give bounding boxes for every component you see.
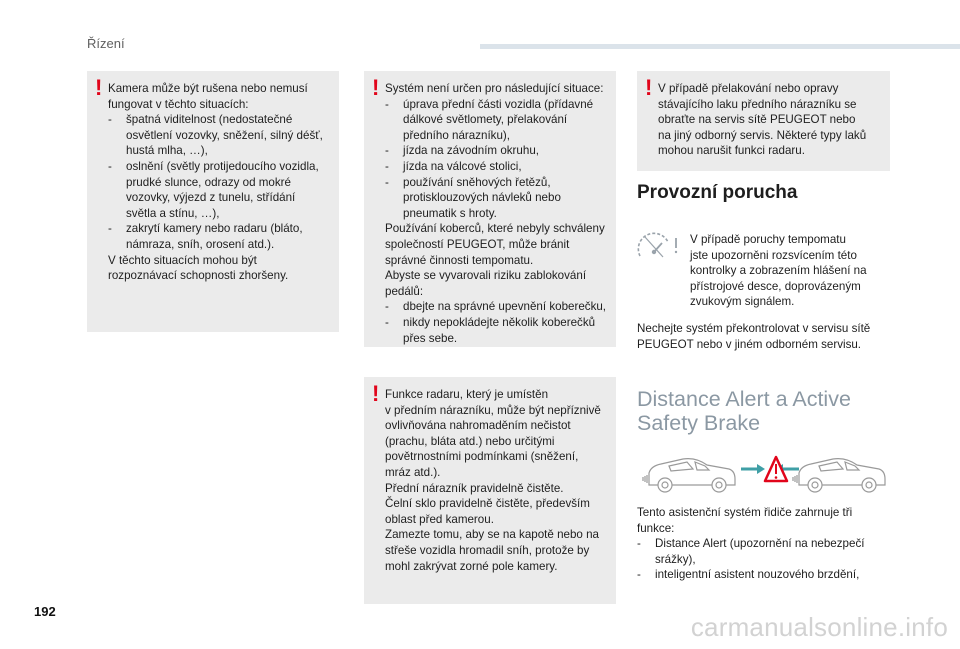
box-text-line: Systém není určen pro následující situace:	[385, 82, 604, 95]
watermark: carmanualsonline.info	[690, 612, 948, 642]
box-text-line: V těchto situacích mohou být	[108, 253, 257, 267]
fault-heading: Provozní porucha	[637, 182, 798, 203]
list-item: - úprava přední části vozidla (přídavné dálkové světlomety, přelakování předního nárazníku),	[385, 97, 594, 142]
box-text-line: Zamezte tomu, aby se na kapotě nebo na	[385, 528, 599, 542]
system-limits-warning-box	[364, 71, 616, 347]
repaint-warning-box	[637, 71, 890, 171]
warning-exclamation-icon: !	[372, 381, 380, 406]
header-bar	[480, 44, 960, 49]
box-text-line: mohl zakrývat zorné pole kamery.	[385, 559, 558, 573]
box-text-line: Čelní sklo pravidelně čistěte, především	[385, 497, 590, 511]
box-text-line: oblast před kamerou.	[385, 512, 494, 526]
box-text-line: střeše vozidla hromadil sníh, protože by	[385, 543, 590, 557]
list-item: - zakrytí kamery nebo radaru (bláto, námraza, sníh, orosení atd.).	[108, 222, 303, 251]
box-text-line: Přední nárazník pravidelně čistěte.	[385, 481, 564, 495]
fault-service-note: Nechejte systém překontrolovat v servisu sítě PEUGEOT nebo v jiném odborném servisu.	[637, 322, 871, 351]
fault-indicator-text: V případě poruchy tempomatu jste upozorněni rozsvícením této kontrolky a zobrazením hlášení na přístrojové desce, doprovázeným zvukovým signálem.	[690, 233, 867, 309]
box-text-line: ovlivňována nahromaděním nečistot	[385, 419, 571, 433]
box-text-line: společností PEUGEOT, může bránit	[385, 237, 570, 251]
box-text-line: správné činnosti tempomatu.	[385, 253, 534, 267]
box-text-line: mráz atd.).	[385, 465, 441, 479]
box-text-line: obraťte na servis sítě PEUGEOT nebo	[658, 113, 856, 127]
list-item: - používání sněhových řetězů, protisklouzových návleků nebo pneumatik s hroty.	[385, 175, 561, 220]
box-text-line: (prachu, bláta atd.) nebo určitými	[385, 434, 555, 448]
box-text-line: pedálů:	[385, 284, 424, 298]
box-text-line: fungovat v těchto situacích:	[108, 97, 249, 111]
list-item: - dbejte na správné upevnění koberečku,	[385, 300, 607, 314]
list-item: - špatná viditelnost (nedostatečné osvětlení vozovky, sněžení, silný déšť, hustá mlha, …),	[108, 113, 323, 158]
box-text-line: povětrnostními podmínkami (sněžení,	[385, 450, 579, 464]
box-text-line: mohou narušit funkci radaru.	[658, 144, 805, 158]
box-text-line: stávajícího laku předního nárazníku se	[658, 97, 857, 111]
box-text-line: Kamera může být rušena nebo nemusí	[108, 82, 308, 95]
camera-warning-box	[87, 71, 339, 332]
warning-exclamation-icon: !	[372, 75, 380, 100]
distance-intro: Tento asistenční systém řidiče zahrnuje tři funkce: - Distance Alert (upozornění na nebezpečí srážky), - inteligentní asistent nouzového brzdění,	[637, 506, 865, 582]
warning-exclamation-icon: !	[95, 75, 103, 100]
section-title: Řízení	[87, 36, 125, 51]
box-text-line: rozpoznávací schopnosti zhoršeny.	[108, 269, 289, 283]
box-text-line: Používání koberců, které nebyly schváleny	[385, 222, 605, 236]
box-text-line: na jiný odborný servis. Některé typy laků	[658, 128, 867, 142]
distance-alert-heading: Distance Alert a Active Safety Brake	[637, 387, 851, 435]
cars-distance-warning-icon	[641, 449, 889, 495]
list-item: - inteligentní asistent nouzového brzdění,	[637, 568, 860, 582]
box-text-line: v předním nárazníku, může být nepříznivě	[385, 403, 601, 417]
list-item: - nikdy nepokládejte několik koberečků přes sebe.	[385, 315, 596, 345]
list-item: - jízda na závodním okruhu,	[385, 144, 539, 158]
list-item: - oslnění (světly protijedoucího vozidla, prudké slunce, odrazy od mokré vozovky, výjezd z tunelu, střídání světla a stínu, …),	[108, 159, 319, 220]
box-text-line: V případě přelakování nebo opravy	[658, 82, 839, 95]
list-item: - Distance Alert (upozornění na nebezpečí srážky),	[637, 537, 865, 566]
box-text-line: Funkce radaru, který je umístěn	[385, 388, 549, 401]
speedometer-fault-icon	[637, 231, 681, 261]
page-number: 192	[34, 604, 56, 619]
list-item: - jízda na válcové stolici,	[385, 159, 522, 173]
radar-cleaning-warning-box	[364, 377, 616, 604]
box-text-line: Abyste se vyvarovali riziku zablokování	[385, 269, 587, 283]
warning-exclamation-icon: !	[645, 75, 653, 100]
